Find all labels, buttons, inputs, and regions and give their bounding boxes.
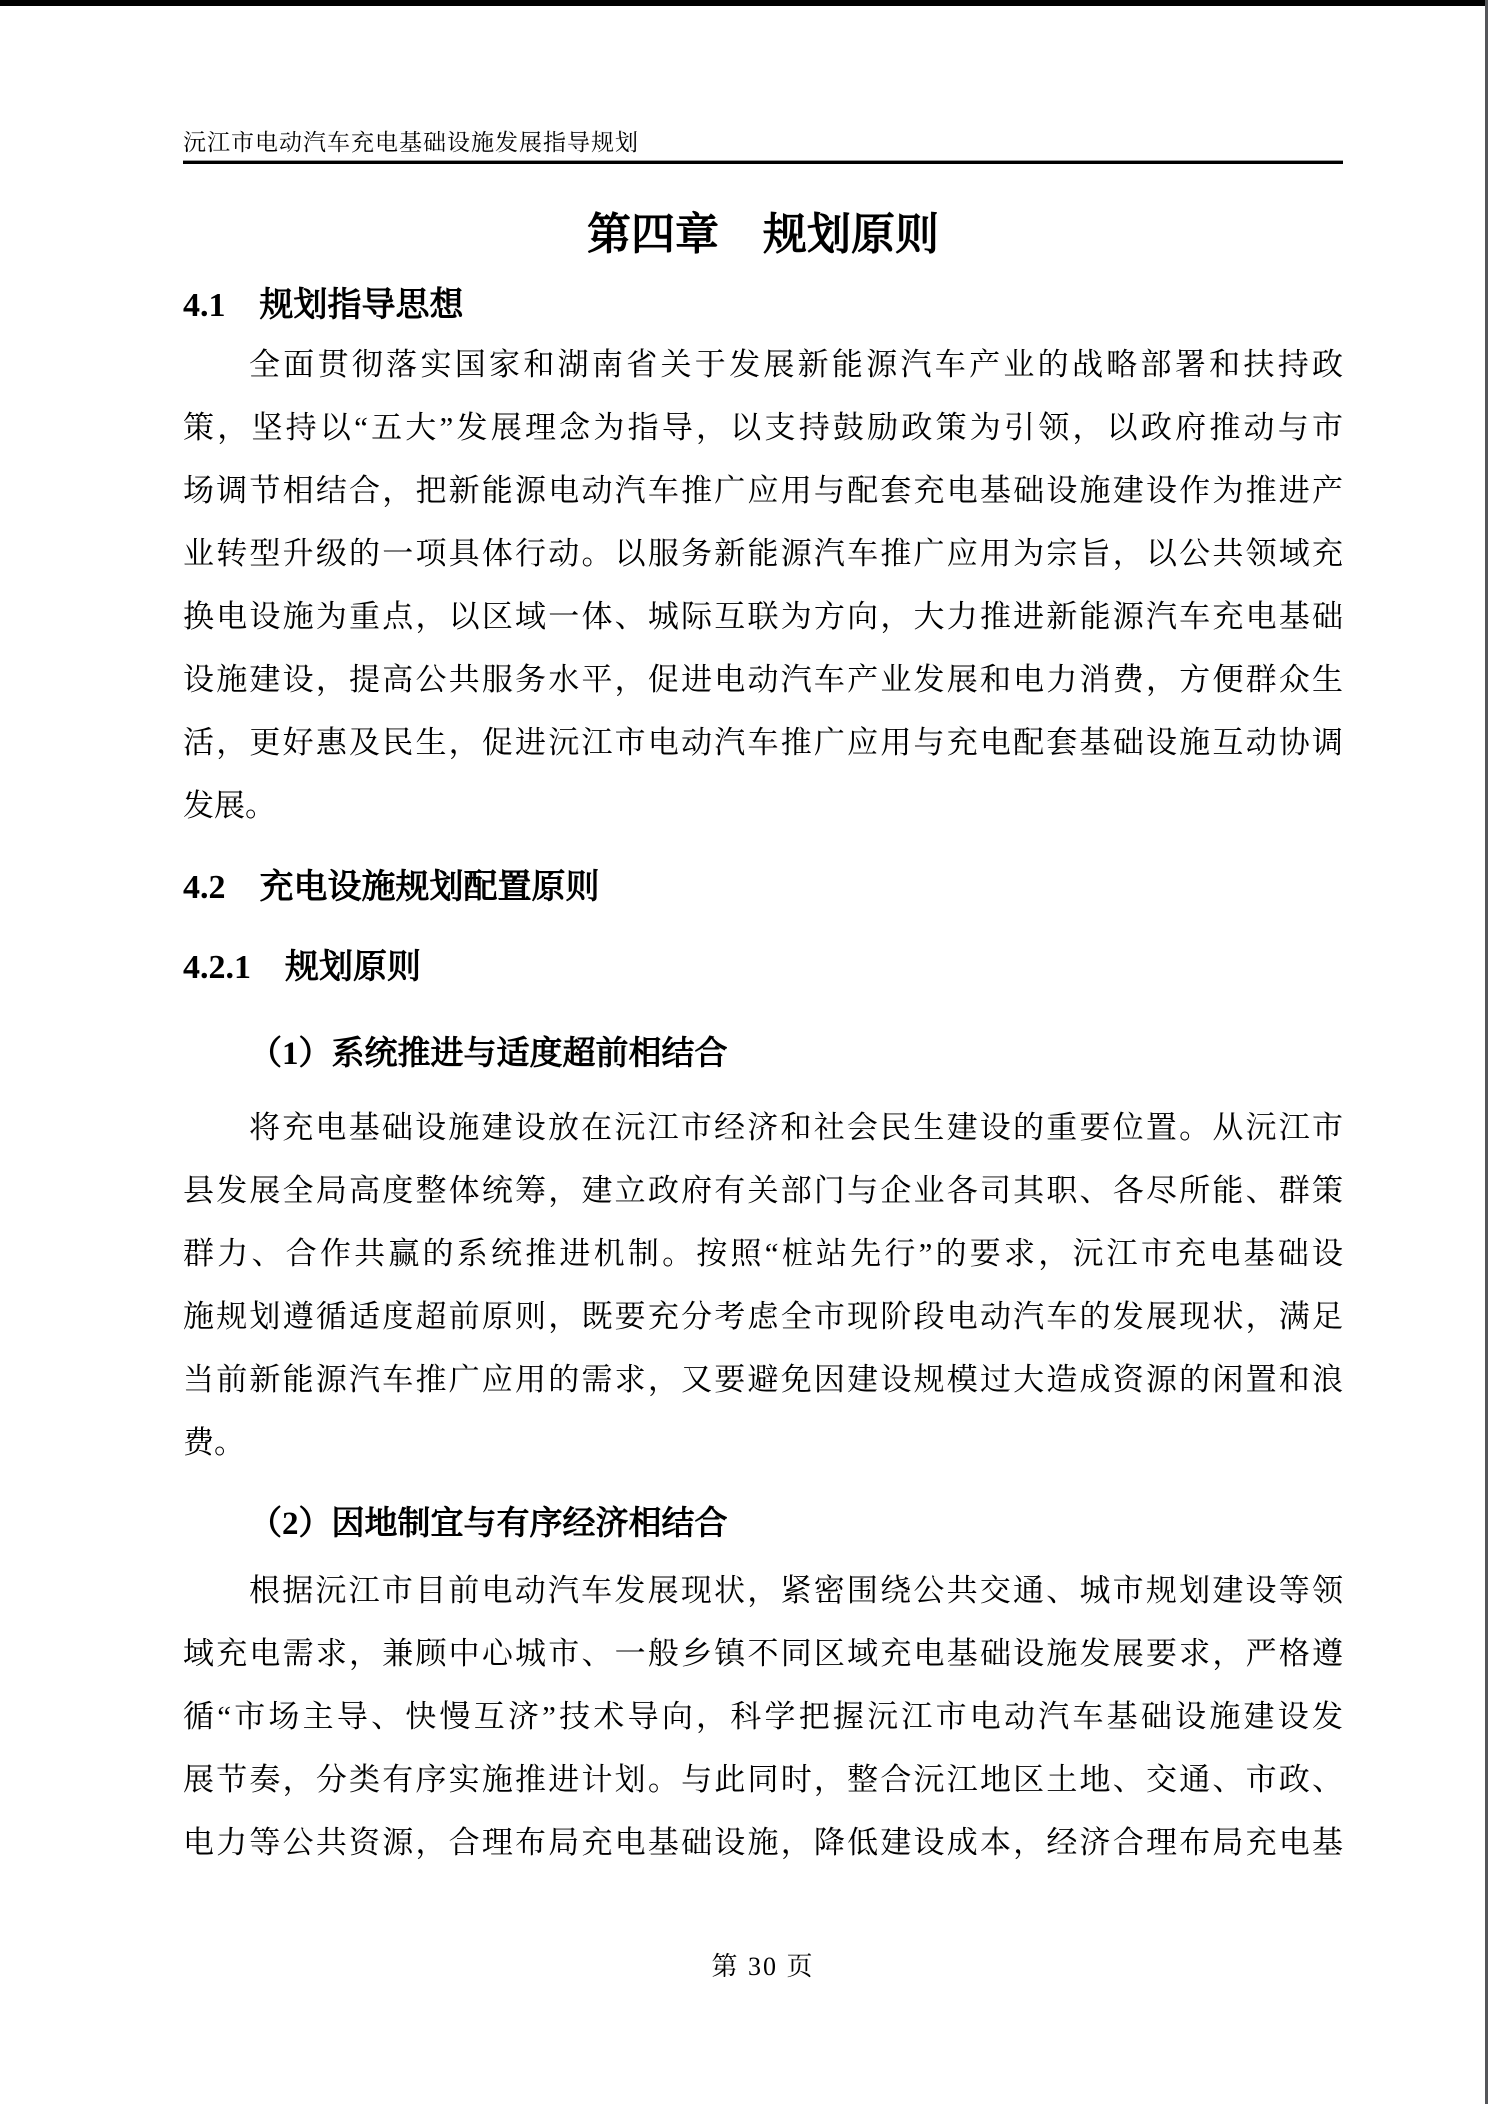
body-line: 设施建设，提高公共服务水平，促进电动汽车产业发展和电力消费，方便群众生 [183, 662, 1343, 697]
body-line: 业转型升级的一项具体行动。以服务新能源汽车推广应用为宗旨，以公共领域充 [183, 536, 1343, 571]
body-line: 域充电需求，兼顾中心城市、一般乡镇不同区域充电基础设施发展要求，严格遵 [183, 1636, 1343, 1671]
body-line: 电力等公共资源，合理布局充电基础设施，降低建设成本，经济合理布局充电基 [183, 1825, 1343, 1860]
item-heading-1: （1）系统推进与适度超前相结合 [249, 1036, 728, 1072]
body-line: 将充电基础设施建设放在沅江市经济和社会民生建设的重要位置。从沅江市 [249, 1110, 1343, 1145]
body-line: 当前新能源汽车推广应用的需求，又要避免因建设规模过大造成资源的闲置和浪 [183, 1362, 1343, 1397]
body-line: 全面贯彻落实国家和湖南省关于发展新能源汽车产业的战略部署和扶持政 [249, 347, 1343, 382]
body-line: 费。 [183, 1425, 245, 1460]
body-line: 群力、合作共赢的系统推进机制。按照“桩站先行”的要求，沅江市充电基础设 [183, 1236, 1343, 1271]
paragraph-4-1 [183, 333, 1343, 837]
body-line: 发展。 [183, 788, 276, 823]
paragraph-4-2-1-item1 [183, 1096, 1343, 1474]
body-line: 施规划遵循适度超前原则，既要充分考虑全市现阶段电动汽车的发展现状，满足 [183, 1299, 1343, 1334]
item-heading-2: （2）因地制宜与有序经济相结合 [249, 1506, 728, 1542]
subsection-heading-4-2-1: 4.2.1 规划原则 [183, 949, 421, 986]
section-heading-4-2: 4.2 充电设施规划配置原则 [183, 869, 600, 906]
page-footer [183, 1950, 1343, 1984]
body-line: 策，坚持以“五大”发展理念为指导，以支持鼓励政策为引领，以政府推动与市 [183, 410, 1343, 445]
page-number: 第 30 页 [711, 1952, 815, 1981]
body-line: 换电设施为重点，以区域一体、城际互联为方向，大力推进新能源汽车充电基础 [183, 599, 1343, 634]
header-rule [183, 160, 1343, 164]
top-border-bar [0, 0, 1488, 6]
running-header-title: 沅江市电动汽车充电基础设施发展指导规划 [183, 130, 639, 155]
body-line: 活，更好惠及民生，促进沅江市电动汽车推广应用与充电配套基础设施互动协调 [183, 725, 1343, 760]
body-line: 根据沅江市目前电动汽车发展现状，紧密围绕公共交通、城市规划建设等领 [249, 1573, 1343, 1608]
body-line: 展节奏，分类有序实施推进计划。与此同时，整合沅江地区土地、交通、市政、 [183, 1762, 1343, 1797]
paragraph-4-2-1-item2 [183, 1559, 1343, 1874]
body-line: 循“市场主导、快慢互济”技术导向，科学把握沅江市电动汽车基础设施建设发 [183, 1699, 1343, 1734]
section-heading-4-1: 4.1 规划指导思想 [183, 287, 464, 324]
chapter-title: 第四章 规划原则 [587, 210, 939, 259]
body-line: 县发展全局高度整体统筹，建立政府有关部门与企业各司其职、各尽所能、群策 [183, 1173, 1343, 1208]
body-line: 场调节相结合，把新能源电动汽车推广应用与配套充电基础设施建设作为推进产 [183, 473, 1343, 508]
